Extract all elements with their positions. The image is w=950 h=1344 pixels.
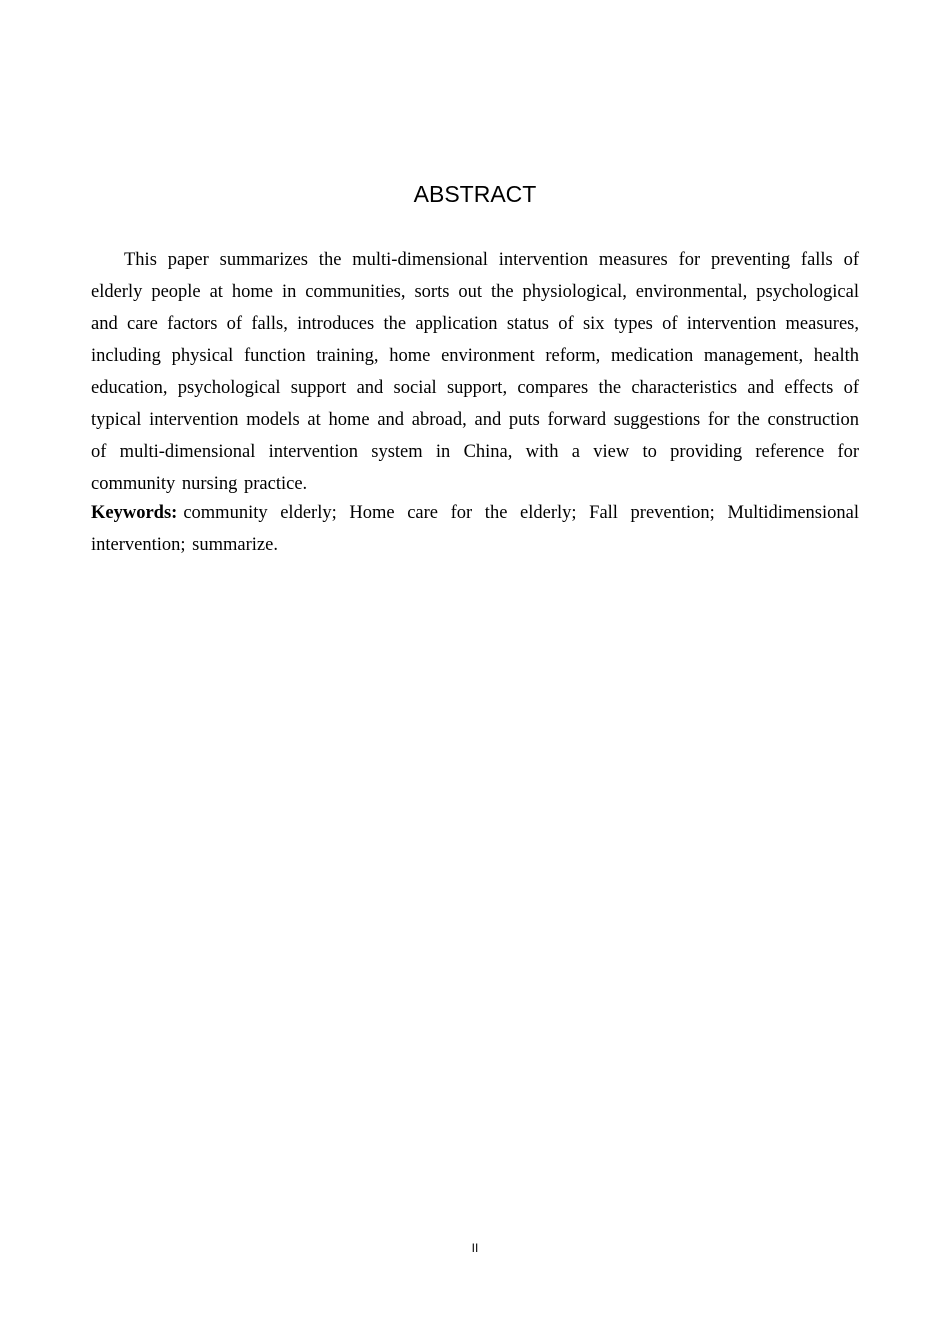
page-number: II (471, 1241, 479, 1255)
abstract-title: ABSTRACT (413, 181, 537, 207)
keywords-label: Keywords: (91, 503, 178, 523)
keywords-line (91, 497, 859, 561)
keywords-text: community elderly; Home care for the elderly; Fall prevention; Multidimensional intervention; summarize. (91, 503, 859, 555)
abstract-paragraph: This paper summarizes the multi-dimensional intervention measures for preventing falls of elderly people at home in communities, sorts out the physiological, environmental, psychological and care factors of falls, introduces the application status of six types of intervention measures, including physical function training, home environment reform, medication management, health education, psychological support and social support, compares the characteristics and effects of typical intervention models at home and abroad, and puts forward suggestions for the construction of multi-dimensional intervention system in China, with a view to providing reference for community nursing practice. (91, 250, 859, 494)
